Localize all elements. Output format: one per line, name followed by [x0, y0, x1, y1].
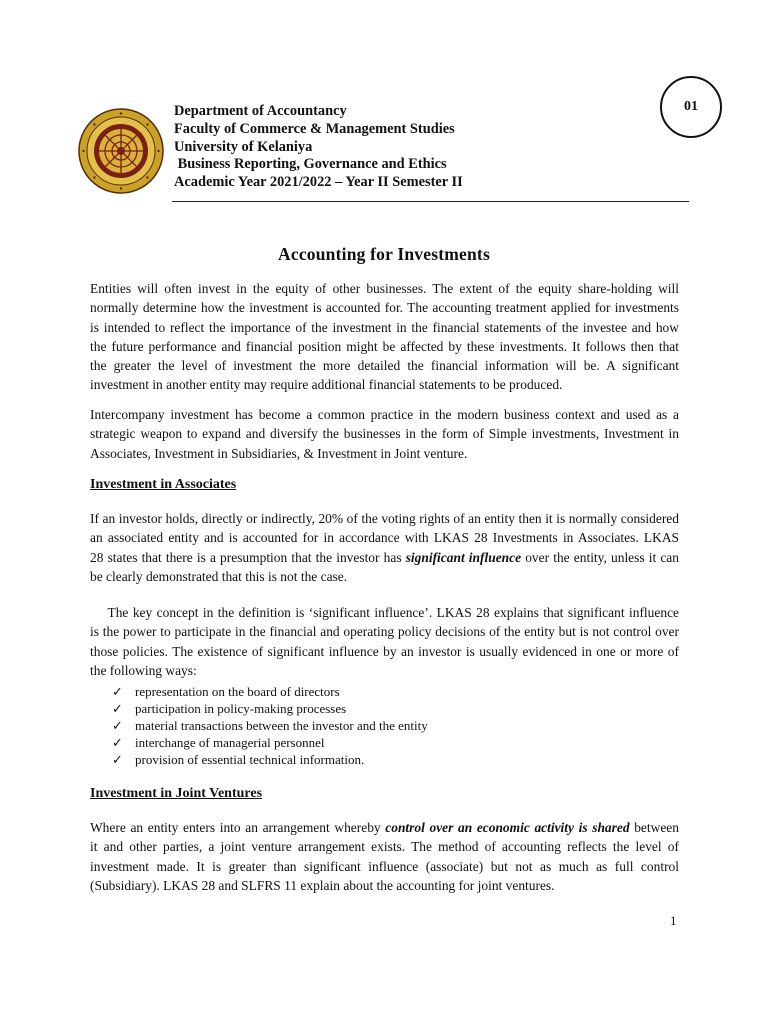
section-heading-associates: Investment in Associates [90, 477, 237, 492]
joint-ventures-paragraph [90, 818, 679, 895]
university-seal-logo [78, 108, 164, 194]
academic-year: Academic Year 2021/2022 – Year II Semester II [174, 174, 463, 191]
text-line: is intended to reflect the importance of the investment in the financial statements of the investee and how [90, 319, 679, 335]
associates-paragraph-1 [90, 509, 679, 586]
checkmark-icon: ✓ [112, 684, 123, 699]
page-title: Accounting for Investments [278, 244, 490, 264]
text-line: strategic weapon to expand and diversify the businesses in the form of Simple investments, Investment in [90, 426, 679, 442]
text-line: an associated entity and is accounted for in accordance with LKAS 28 Investments in Associates. LKAS [90, 530, 679, 546]
text-line: 28 states that there is a presumption that the investor has significant influence over the entity, unless it can [90, 549, 679, 565]
text-line: Intercompany investment has become a common practice in the modern business context and used as a [90, 407, 679, 422]
header-divider [172, 201, 689, 202]
checkmark-icon: ✓ [112, 734, 123, 750]
associates-paragraph-2 [90, 603, 679, 680]
text-line: investment made. It is greater than significant influence (associate) but not as much as full control [90, 858, 679, 874]
list-item: ✓ material transactions between the investor and the entity [112, 717, 428, 733]
list-item: ✓ participation in policy-making processes [112, 700, 347, 716]
text-line: the following ways: [90, 662, 197, 678]
text-line: those policies. The existence of significant influence by an investor is usually evidenced in one or more of [90, 643, 679, 659]
university-name: University of Kelaniya [174, 138, 313, 155]
checkmark-icon: ✓ [112, 717, 123, 733]
text-line: (Subsidiary). LKAS 28 and SLFRS 11 explain about the accounting for joint ventures. [90, 877, 555, 893]
text-line: Where an entity enters into an arrangement whereby control over an economic activity is shared between [90, 820, 679, 835]
influence-evidence-list [112, 684, 428, 769]
faculty-name: Faculty of Commerce & Management Studies [174, 120, 455, 137]
document-header [174, 103, 463, 192]
course-name: Business Reporting, Governance and Ethics [174, 156, 447, 173]
text-line: investment in another entity may require additional financial statements to be produced. [90, 377, 563, 393]
checkmark-icon: ✓ [112, 700, 123, 716]
list-item: ✓ representation on the board of directors [112, 684, 340, 699]
intro-paragraph-2 [90, 405, 679, 463]
department-name: Department of Accountancy [174, 103, 347, 119]
text-line: The key concept in the definition is ‘significant influence’. LKAS 28 explains that significant influence [90, 605, 679, 620]
sheet-number-badge: 01 [660, 76, 722, 138]
text-line: the future performance and financial position might be affected by these investments. It follows then that [90, 338, 679, 354]
page-number: 1 [670, 913, 677, 928]
text-line: Associates, Investment in Subsidiaries, & Investment in Joint venture. [90, 445, 468, 461]
intro-paragraph-1 [90, 279, 679, 395]
emphasis-control-shared: control over an economic activity is shared [385, 820, 630, 835]
checkmark-icon: ✓ [112, 751, 123, 767]
text-line: Entities will often invest in the equity of other businesses. The extent of the equity share-holding will [90, 281, 679, 296]
list-item: ✓ provision of essential technical information. [112, 751, 365, 767]
text-line: it and other parties, a joint venture arrangement exists. The method of accounting reflects the level of [90, 839, 679, 855]
emphasis-significant-influence: significant influence [405, 549, 522, 565]
text-line: is the power to participate in the financial and operating policy decisions of the entity but is not control over [90, 624, 679, 640]
text-line: be clearly demonstrated that this is not the case. [90, 568, 348, 584]
list-item: ✓ interchange of managerial personnel [112, 734, 325, 750]
text-line: If an investor holds, directly or indirectly, 20% of the voting rights of an entity then it is normally considered [90, 511, 679, 526]
text-line: the greater the level of investment the more detailed the financial information will be. A significant [90, 358, 679, 374]
text-line: normally determine how the investment is accounted for. The accounting treatment applied for investments [90, 300, 679, 316]
section-heading-joint-ventures: Investment in Joint Ventures [90, 786, 263, 801]
